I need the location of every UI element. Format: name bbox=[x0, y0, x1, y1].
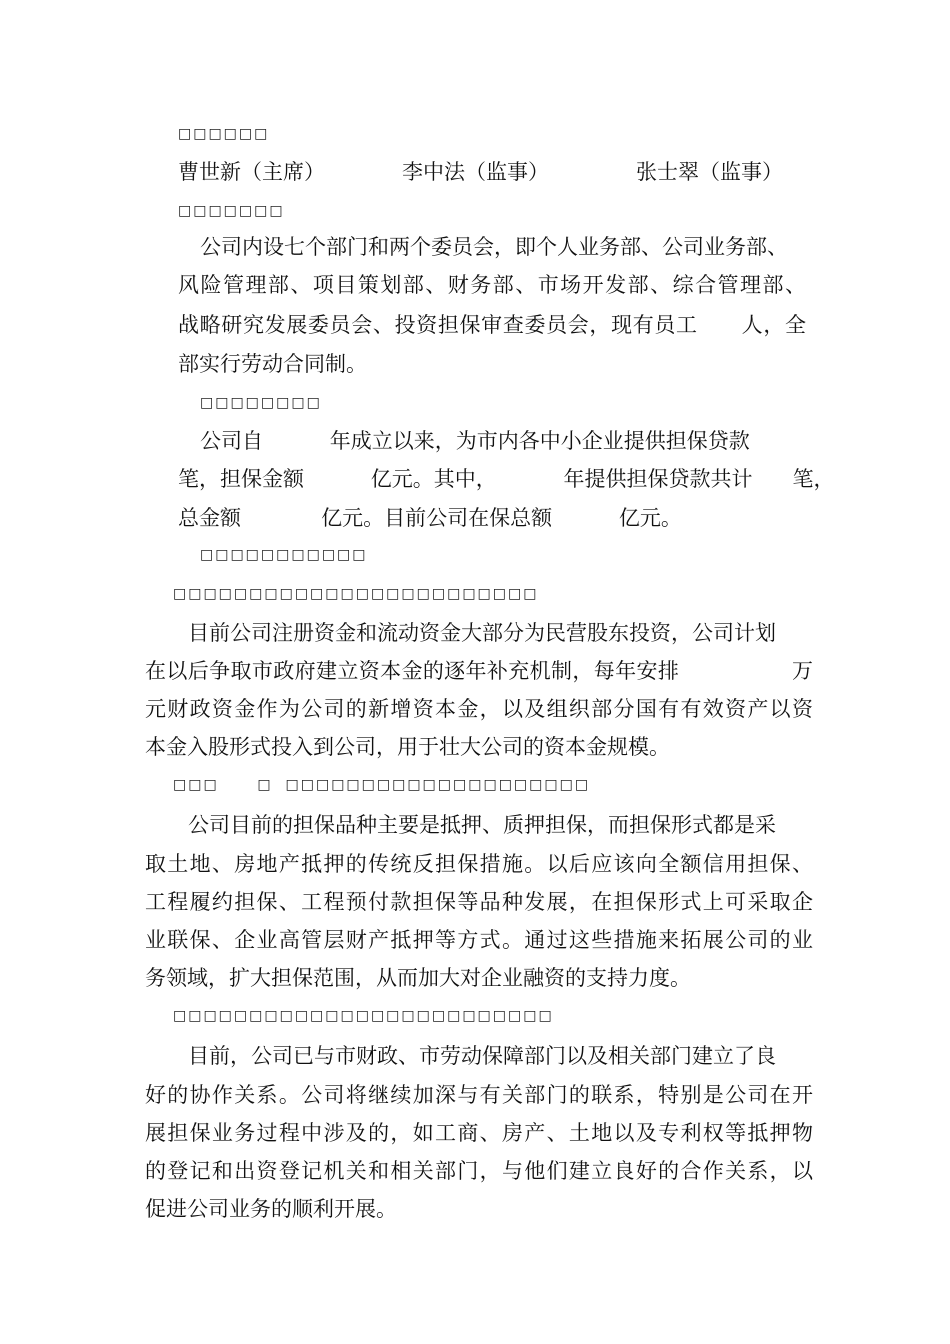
supervisor-member: 张士翠（监事） bbox=[636, 160, 783, 184]
plan-sub2-line: 业联保、企业高管层财产抵押等方式。通过这些措施来拓展公司的业 bbox=[145, 928, 813, 952]
plan-sub3-line: 展担保业务过程中涉及的，如工商、房产、土地以及专利权等抵押物 bbox=[145, 1121, 813, 1145]
supervisor-member: 李中法（监事） bbox=[402, 160, 549, 184]
business-line: 笔，担保金额 亿元。其中， 年提供担保贷款共计 笔， bbox=[178, 467, 835, 491]
org-line: 部实行劳动合同制。 bbox=[178, 352, 367, 376]
org-line: 公司内设七个部门和两个委员会，即个人业务部、公司业务部、 bbox=[200, 235, 788, 259]
business-line: 总金额 亿元。目前公司在保总额 亿元。 bbox=[178, 506, 682, 530]
plan-sub3-heading: □□□□□□□□□□□□□□□□□□□□□□□□□ bbox=[173, 1008, 554, 1024]
plan-sub2-line: 务领域，扩大担保范围，从而加大对企业融资的支持力度。 bbox=[145, 966, 691, 990]
plan-sub3-line: 目前，公司已与市财政、市劳动保障部门以及相关部门建立了良 bbox=[188, 1044, 776, 1068]
plan-sub3-line: 的登记和出资登记机关和相关部门，与他们建立良好的合作关系，以 bbox=[145, 1159, 813, 1183]
plan-sub3-line: 好的协作关系。公司将继续加深与有关部门的联系，特别是公司在开 bbox=[145, 1083, 813, 1107]
supervisor-member: 曹世新（主席） bbox=[178, 160, 325, 184]
plan-sub1-line: 本金入股形式投入到公司，用于壮大公司的资本金规模。 bbox=[145, 735, 670, 759]
business-heading: □□□□□□□□ bbox=[200, 395, 322, 411]
supervisors-heading: □□□□□□ bbox=[178, 126, 270, 142]
org-line: 风险管理部、项目策划部、财务部、市场开发部、综合管理部、 bbox=[178, 273, 806, 297]
org-heading: □□□□□□□ bbox=[178, 203, 285, 219]
plan-sub1-line: 在以后争取市政府建立资本金的逐年补充机制，每年安排 万 bbox=[145, 659, 813, 683]
plan-sub2-line: 公司目前的担保品种主要是抵押、质押担保，而担保形式都是采 bbox=[188, 813, 776, 837]
plan-heading: □□□□□□□□□□□ bbox=[200, 547, 368, 563]
plan-sub2-line: 工程履约担保、工程预付款担保等品种发展，在担保形式上可采取企 bbox=[145, 890, 813, 914]
plan-sub2-line: 取土地、房地产抵押的传统反担保措施。以后应该向全额信用担保、 bbox=[145, 852, 813, 876]
plan-sub1-line: 目前公司注册资金和流动资金大部分为民营股东投资，公司计划 bbox=[188, 621, 776, 645]
plan-sub2-heading: □□□ □ □□□□□□□□□□□□□□□□□□□□ bbox=[173, 777, 591, 793]
plan-sub1-line: 元财政资金作为公司的新增资本金，以及组织部分国有有效资产以资 bbox=[145, 697, 813, 721]
plan-sub3-line: 促进公司业务的顺利开展。 bbox=[145, 1197, 397, 1221]
business-line: 公司自 年成立以来，为市内各中小企业提供担保贷款 bbox=[200, 429, 750, 453]
org-line: 战略研究发展委员会、投资担保审查委员会，现有员工 人，全 bbox=[178, 313, 806, 337]
plan-sub1-heading: □□□□□□□□□□□□□□□□□□□□□□□□ bbox=[173, 586, 539, 602]
